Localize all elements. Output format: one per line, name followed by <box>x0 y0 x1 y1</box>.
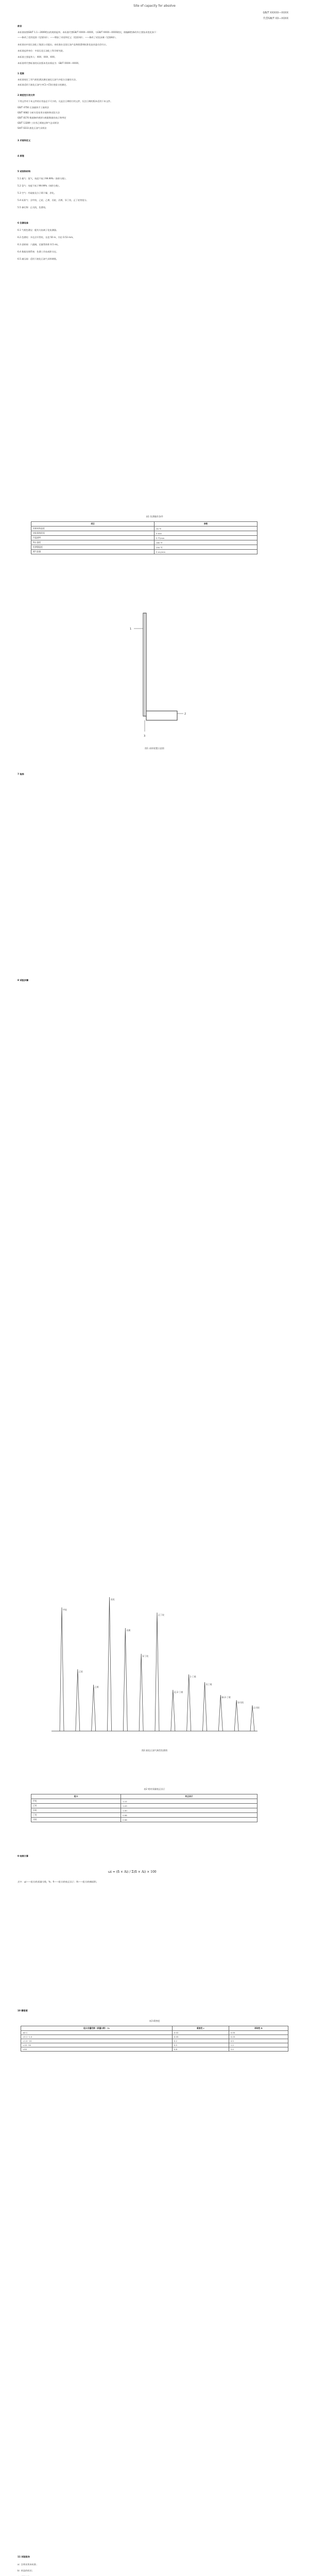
table-cell: 2.0 <box>229 2047 288 2052</box>
table-row <box>21 2035 288 2039</box>
calculation-formula: ωi = (fi × Ai) / Σ(fi × Ai) × 100 <box>108 1870 157 1874</box>
chromatogram-peak <box>123 1628 127 1731</box>
table-cell: 1.2 <box>229 2043 288 2047</box>
section-foreword: 前言 <box>18 25 22 27</box>
body-line: 本标准由中国石油化工集团公司提出。本标准由全国石油产品和润滑剂标准化技术委员会归口。 <box>18 43 108 46</box>
reference-item: GB/T 13289 工业用乙烯液态和气态采样法 <box>18 122 59 124</box>
table-cell: 0.98 <box>121 1813 258 1818</box>
section-terms: 3 术语和定义 <box>18 139 31 142</box>
valve-block <box>146 711 177 720</box>
document-header-title: Site of capacity for absolve <box>133 4 176 8</box>
reagent-item: 5.4 标准气：含甲烷、乙烷、乙烯、丙烷、丙烯、异丁烷、正丁烷等组分。 <box>18 199 89 201</box>
chromatogram-peak <box>139 1654 143 1731</box>
apparatus-item: 6.5 减压阀：适用于液化石油气采样钢瓶。 <box>18 258 59 260</box>
peak-label: 反-2-丁烯 <box>174 1691 183 1693</box>
peak-label: 异戊烷 <box>237 1701 244 1704</box>
table-cell: 1.12 <box>121 1799 258 1804</box>
reference-item: GB/T 8170 数值修约规则与极限数值的表示和判定 <box>18 116 66 119</box>
column-header: 项目 <box>31 522 154 527</box>
body-line: 本标准规定了用气相色谱法测定液化石油气中组分含量的方法。 <box>18 78 78 81</box>
peak-label: 丙烯 <box>126 1629 131 1632</box>
table-cell: >1.0~10 <box>21 2039 173 2043</box>
table1-caption: 表1 色谱操作条件 <box>146 515 163 518</box>
table-cell: 35 ℃ <box>154 527 258 531</box>
table-row <box>31 531 258 536</box>
reference-item: SH/T 0233 液化石油气采样法 <box>18 127 47 129</box>
table-cell: 0.02 <box>172 2031 229 2035</box>
table-cell: >50 <box>21 2047 173 2052</box>
standard-code: GB/T XXXXX—XXXX <box>263 11 288 14</box>
body-line: 本标准起草单位：中国石化石油化工科学研究院。 <box>18 49 65 52</box>
table-cell: 检测器温度 <box>31 545 154 550</box>
reagent-item: 5.3 空气：经硅胶及分子筛干燥、净化。 <box>18 192 56 194</box>
chromatogram-peak <box>203 1682 207 1731</box>
chromatogram-peak <box>171 1690 175 1731</box>
table-row <box>21 2039 288 2043</box>
table-cell: 5 min <box>154 531 258 536</box>
table2-caption: 表2 相对质量校正因子 <box>144 1788 165 1790</box>
table-cell: 丙烷 <box>31 1808 121 1813</box>
chromatogram-peak <box>76 1669 80 1731</box>
chromatogram-caption: 图2 液化石油气典型色谱图 <box>141 1749 168 1752</box>
table-cell: 180 ℃ <box>154 540 258 545</box>
table-row <box>31 1813 258 1818</box>
operating-conditions-table <box>31 521 258 554</box>
column-header: 校正因子 <box>121 1794 258 1799</box>
peak-label: 正戊烷 <box>253 1706 260 1709</box>
table-row <box>21 2043 288 2047</box>
figure-label: 1 <box>130 628 132 631</box>
apparatus-item: 6.4 数据处理系统：色谱工作站或积分仪。 <box>18 250 59 253</box>
chromatogram-peak <box>250 1705 254 1731</box>
table-cell: 0.96 <box>121 1818 258 1822</box>
column-header: 组分含量范围（质量分数）/% <box>21 2026 173 2031</box>
chromatogram-peak <box>218 1695 222 1731</box>
section-reagents: 5 试剂和材料 <box>18 170 31 173</box>
apparatus-item: 6.2 色谱柱：多孔层开管柱，长度 50 m，内径 0.53 mm。 <box>18 236 75 239</box>
reference-item: GB/T 4756 石油液体手工取样法 <box>18 106 49 109</box>
table-cell: 0.2 <box>172 2039 229 2043</box>
table-cell: 0.15 <box>229 2035 288 2039</box>
column-header: 参数 <box>154 522 258 527</box>
peak-label: 异丁烯 <box>205 1683 212 1686</box>
apparatus-item: 6.1 气相色谱仪：配有火焰离子化检测器。 <box>18 229 59 231</box>
peak-label: 1-丁烯 <box>190 1675 196 1678</box>
table-cell: 载气流量 <box>31 550 154 554</box>
table-cell: >0.1~1.0 <box>21 2035 173 2039</box>
table-cell: 0.8 <box>172 2047 229 2052</box>
table-row <box>21 2047 288 2052</box>
sampling-device-figure <box>118 608 191 742</box>
body-line: 本标准按照GB/T 1.1—2009给出的规则起草。本标准代替GB/T XXXX—XXXX，与GB/T XXXX—XXXX相比，除编辑性修改外主要技术变化如下： <box>18 31 159 33</box>
peak-label: 异丁烷 <box>142 1655 149 1657</box>
table-cell: 终止温度 <box>31 540 154 545</box>
formula-note: 式中：ωi——组分i的质量分数，%；fi——组分i的校正因子；Ai——组分i的峰面积。 <box>18 1880 98 1883</box>
column-header: 重复性 r <box>172 2026 229 2031</box>
table-cell: 初始保持时间 <box>31 531 154 536</box>
reagent-item: 5.1 载气：氦气，纯度不低于99.99%（体积分数）。 <box>18 177 68 180</box>
table-row <box>31 1818 258 1822</box>
apparatus-item: 6.3 进样阀：六通阀，定量管体积 0.5 mL。 <box>18 243 60 246</box>
table-header-row <box>31 1794 258 1799</box>
table-cell: 0.5 <box>229 2039 288 2043</box>
table-cell: 0.05 <box>229 2031 288 2035</box>
reference-item: GB/T 6682 分析实验室用水规格和试验方法 <box>18 111 60 114</box>
table-row <box>31 536 258 540</box>
section-report: 11 试验报告 <box>18 2555 30 2558</box>
section-precision: 10 精密度 <box>18 2009 28 2012</box>
column-header: 再现性 R <box>229 2026 288 2031</box>
report-item: b）样品的标识； <box>18 2569 34 2572</box>
table-header-row <box>21 2026 288 2031</box>
section-apparatus: 6 仪器设备 <box>18 222 29 224</box>
peak-label: 乙烯 <box>94 1686 99 1688</box>
table-cell: 0.5 <box>172 2043 229 2047</box>
section-normative: 2 规范性引用文件 <box>18 94 35 96</box>
figure1-caption: 图1 采样装置示意图 <box>145 747 164 750</box>
chromatogram-peak <box>155 1613 159 1731</box>
peak-label: 丙烷 <box>110 1598 115 1601</box>
table-cell: 1.03 <box>121 1804 258 1808</box>
section-results: 9 结果计算 <box>18 1855 29 1857</box>
section-principle: 4 原理 <box>18 155 24 157</box>
table-row <box>31 1804 258 1808</box>
figure-label: 3 <box>144 735 146 738</box>
peak-label: 乙烷 <box>78 1670 83 1673</box>
peak-label: 甲烷 <box>63 1608 67 1611</box>
peak-label: 正丁烷 <box>158 1614 164 1616</box>
chromatogram-peak <box>60 1607 64 1731</box>
table-cell: ≤0.1 <box>21 2031 173 2035</box>
chromatogram-peak <box>187 1674 191 1731</box>
body-line: 下列文件对于本文件的应用是必不可少的。凡是注日期的引用文件，仅注日期的版本适用于本文件。 <box>18 100 113 103</box>
replaces-code: 代替GB/T XX—XXXX <box>263 17 288 20</box>
table-row <box>31 545 258 550</box>
table-cell: 戊烷 <box>31 1818 121 1822</box>
reagent-item: 5.2 氢气：纯度不低于99.99%（体积分数）。 <box>18 184 61 187</box>
table-cell: 0.05 <box>172 2035 229 2039</box>
table-cell: 1.00 <box>121 1808 258 1813</box>
table-cell: 250 ℃ <box>154 545 258 550</box>
section-sampling: 7 取样 <box>18 773 24 775</box>
table-cell: 甲烷 <box>31 1799 121 1804</box>
table-cell: 乙烷 <box>31 1804 121 1808</box>
column-header: 组分 <box>31 1794 121 1799</box>
body-line: 本标准所代替标准的历次版本发布情况为：GB/T XXXX—XXXX。 <box>18 62 81 64</box>
table-cell: >10~50 <box>21 2043 173 2047</box>
chromatogram-figure <box>46 1587 263 1741</box>
table-cell: 5 ℃/min <box>154 536 258 540</box>
section-procedure: 8 试验步骤 <box>18 979 29 981</box>
table-cell: 5 mL/min <box>154 550 258 554</box>
body-line: 本标准适用于液化石油气中C1~C5烃类组分的测定。 <box>18 83 68 86</box>
table-row <box>31 550 258 554</box>
table-cell: 升温速率 <box>31 536 154 540</box>
report-item: a）注明采用本标准； <box>18 2563 39 2566</box>
chromatogram-peak <box>92 1685 96 1731</box>
table-row <box>31 1799 258 1804</box>
body-line: ——修改了适用范围（见第1章）；——增加了术语和定义（见第3章）；——修改了试验步骤（见第8章）。 <box>18 36 118 39</box>
table-row <box>21 2031 288 2035</box>
table-row <box>31 1808 258 1813</box>
reagent-item: 5.5 参比物：正戊烷，色谱纯。 <box>18 206 48 209</box>
chromatogram-peak <box>108 1597 112 1731</box>
body-line: 本标准主要起草人：XXX、XXX、XXX。 <box>18 56 57 58</box>
chromatogram-peak <box>234 1700 238 1731</box>
peak-label: 顺-2-丁烯 <box>221 1696 231 1699</box>
table-cell: 柱箱初始温度 <box>31 527 154 531</box>
figure-label: 2 <box>184 713 186 716</box>
correction-factor-table <box>31 1794 258 1822</box>
section-scope: 1 范围 <box>18 72 24 75</box>
table3-caption: 表3 精密度 <box>149 2020 160 2022</box>
precision-table <box>21 2026 288 2052</box>
table-row <box>31 540 258 545</box>
table-row <box>31 527 258 531</box>
table-cell: 丁烷 <box>31 1813 121 1818</box>
table-header-row <box>31 522 258 527</box>
